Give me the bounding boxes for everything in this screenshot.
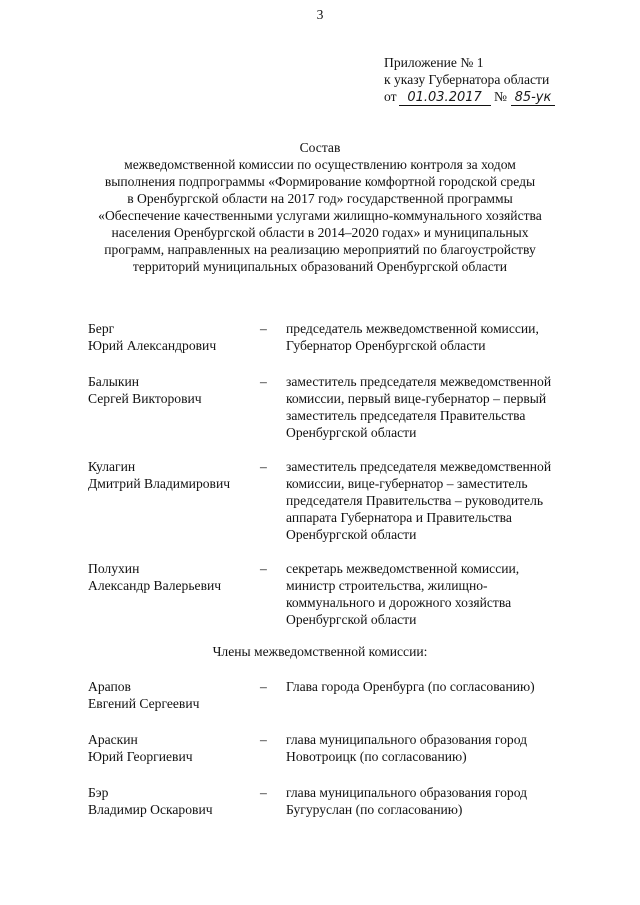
member-role (286, 458, 606, 543)
member-given-name: Владимир Оскарович (88, 802, 213, 817)
role-line: председатель межведомственной комиссии, (286, 321, 539, 336)
member-name (88, 678, 258, 712)
role-line: заместитель председателя межведомственной (286, 374, 552, 389)
member-role (286, 373, 606, 441)
role-line: Оренбургской области (286, 612, 417, 627)
member-surname: Арапов (88, 679, 131, 694)
member-given-name: Юрий Александрович (88, 338, 217, 353)
member-name (88, 560, 258, 594)
member-name (88, 784, 258, 818)
dash-separator: – (260, 321, 267, 336)
member-entry (88, 320, 608, 354)
role-line: заместитель председателя Правительства (286, 408, 526, 423)
member-name (88, 458, 258, 492)
role-line: комиссии, первый вице-губернатор – первый (286, 391, 547, 406)
handwritten-number: 85-ук (511, 90, 555, 106)
dash-separator: – (260, 374, 267, 389)
member-name (88, 731, 258, 765)
role-line: коммунального и дорожного хозяйства (286, 595, 512, 610)
member-role (286, 731, 606, 765)
appendix-block (384, 54, 624, 106)
member-entry (88, 458, 608, 543)
title-line: Состав (299, 140, 341, 155)
member-surname: Араскин (88, 732, 138, 747)
title-line: межведомственной комиссии по осуществлению контроля за ходом (124, 157, 516, 172)
dash-separator: – (260, 561, 267, 576)
member-surname: Балыкин (88, 374, 140, 389)
title-line: территорий муниципальных образований Оренбургской области (132, 259, 508, 274)
role-line: аппарата Губернатора и Правительства (286, 510, 512, 525)
dash-separator: – (260, 785, 267, 800)
role-line: Глава города Оренбурга (по согласованию) (286, 679, 535, 694)
role-line: Бугуруслан (по согласованию) (286, 802, 463, 817)
member-name (88, 320, 258, 354)
member-role (286, 678, 606, 712)
dash-separator: – (260, 679, 267, 694)
member-role (286, 560, 606, 628)
role-line: председателя Правительства – руководитель (286, 493, 544, 508)
role-line: Оренбургской области (286, 527, 417, 542)
member-entry (88, 373, 608, 441)
leadership-list (88, 320, 608, 628)
role-line: Губернатор Оренбургской области (286, 338, 486, 353)
member-surname: Бэр (88, 785, 109, 800)
members-header: Члены межведомственной комиссии: (212, 644, 428, 659)
document-title (70, 139, 570, 275)
member-given-name: Дмитрий Владимирович (88, 476, 231, 491)
number-label: № (493, 89, 507, 104)
role-line: глава муниципального образования город (286, 785, 528, 800)
member-surname: Полухин (88, 561, 140, 576)
member-name (88, 373, 258, 407)
handwritten-date: 01.03.2017 (399, 90, 491, 106)
member-entry (88, 731, 608, 765)
from-label: от (384, 89, 397, 104)
role-line: министр строительства, жилищно- (286, 578, 488, 593)
member-entry (88, 678, 608, 712)
role-line: секретарь межведомственной комиссии, (286, 561, 520, 576)
role-line: Оренбургской области (286, 425, 417, 440)
title-line: программ, направленных на реализацию мероприятий по благоустройству (104, 242, 536, 257)
member-surname: Кулагин (88, 459, 136, 474)
member-given-name: Евгений Сергеевич (88, 696, 200, 711)
member-role (286, 320, 606, 354)
page-number: 3 (316, 7, 324, 22)
role-line: комиссии, вице-губернатор – заместитель (286, 476, 528, 491)
member-given-name: Сергей Викторович (88, 391, 202, 406)
member-given-name: Юрий Георгиевич (88, 749, 193, 764)
members-list (88, 678, 608, 818)
role-line: заместитель председателя межведомственной (286, 459, 552, 474)
dash-separator: – (260, 732, 267, 747)
member-surname: Берг (88, 321, 115, 336)
role-line: глава муниципального образования город (286, 732, 528, 747)
appendix-line3 (384, 88, 624, 106)
member-given-name: Александр Валерьевич (88, 578, 222, 593)
title-line: выполнения подпрограммы «Формирование комфортной городской среды (104, 174, 536, 189)
role-line: Новотроицк (по согласованию) (286, 749, 467, 764)
title-line: в Оренбургской области на 2017 год» государственной программы (127, 191, 513, 206)
member-role (286, 784, 606, 818)
title-line: населения Оренбургской области в 2014–2020 годах» и муниципальных (111, 225, 529, 240)
member-entry (88, 784, 608, 818)
member-entry (88, 560, 608, 628)
dash-separator: – (260, 459, 267, 474)
title-line: «Обеспечение качественными услугами жилищно-коммунального хозяйства (98, 208, 542, 223)
appendix-line1: Приложение № 1 (384, 55, 484, 70)
appendix-line2: к указу Губернатора области (384, 72, 550, 87)
